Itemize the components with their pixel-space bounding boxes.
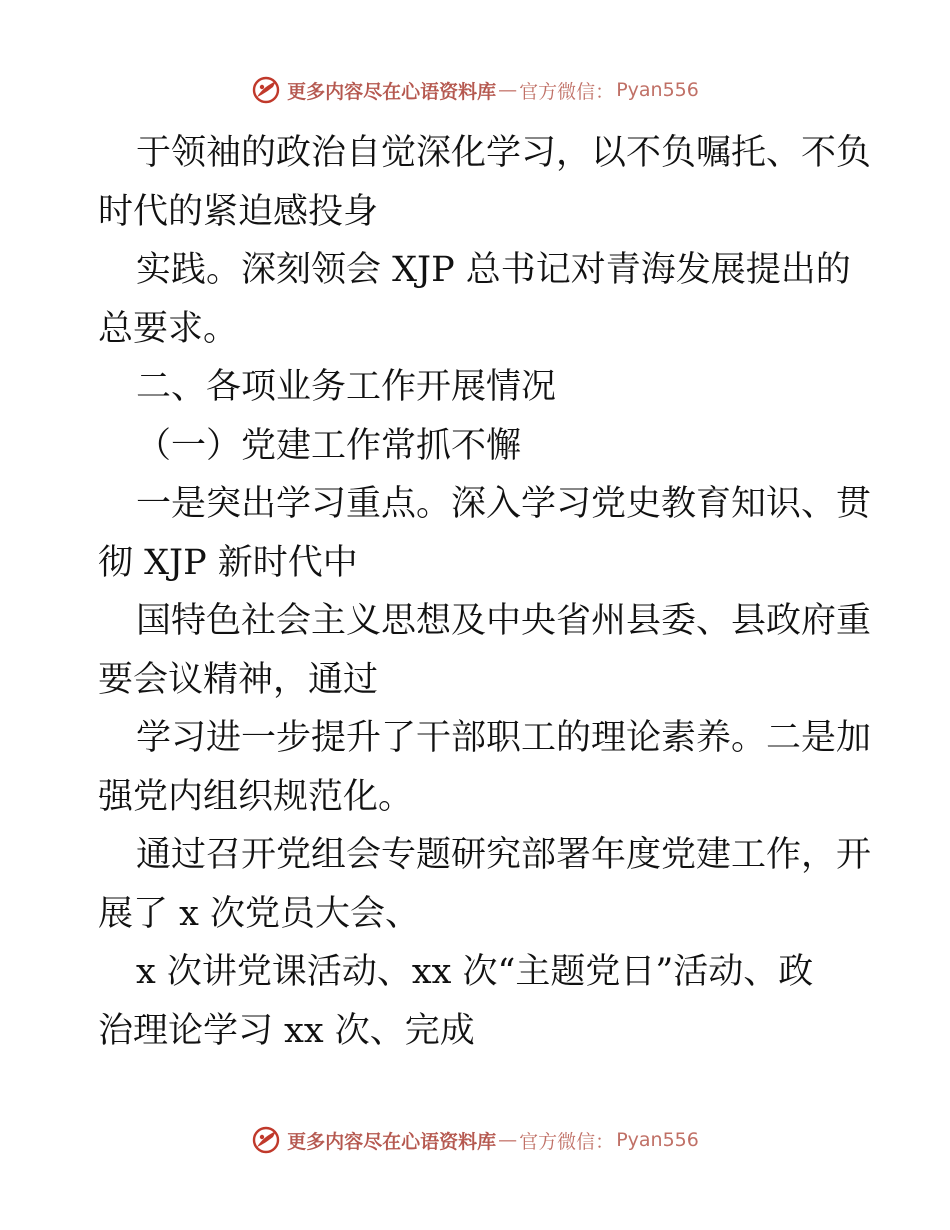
text-line: 二、各项业务工作开展情况: [136, 367, 557, 407]
header-watermark: [0, 70, 950, 110]
footer-watermark: [0, 1120, 950, 1160]
text-line: 总要求。: [98, 308, 239, 349]
brush-logo-icon: [251, 1125, 281, 1155]
text-line: 一是突出学习重点。深入学习党史教育知识、贯: [136, 484, 872, 524]
watermark-text: 更多内容尽在心语资料库: [287, 80, 497, 103]
wechat-id: Pyan556: [616, 1129, 699, 1151]
brush-logo-icon: [251, 75, 281, 105]
text-line: 实践。深刻领会 XJP 总书记对青海发展提出的: [136, 250, 851, 290]
text-line: 强党内组织规范化。: [98, 776, 414, 817]
text-line: （一）党建工作常抓不懈: [136, 425, 522, 466]
text-line: 学习进一步提升了干部职工的理论素养。二是加: [136, 718, 872, 758]
text-line: 于领袖的政治自觉深化学习，以不负嘱托、不负: [136, 133, 872, 173]
text-line: 要会议精神，通过: [98, 659, 379, 700]
text-line: 展了 x 次党员大会、: [98, 893, 420, 934]
watermark-separator: —: [498, 79, 518, 101]
text-line: 治理论学习 xx 次、完成: [98, 1010, 475, 1051]
text-line: 彻 XJP 新时代中: [98, 542, 358, 583]
watermark-text: 更多内容尽在心语资料库: [287, 1130, 497, 1153]
watermark-separator: —: [498, 1129, 518, 1151]
wechat-label: 官方微信：: [519, 1130, 615, 1153]
text-line: 国特色社会主义思想及中央省州县委、县政府重: [136, 601, 872, 641]
wechat-id: Pyan556: [616, 79, 699, 101]
text-line: x 次讲党课活动、xx 次“主题党日”活动、政: [136, 952, 814, 992]
wechat-label: 官方微信：: [519, 80, 615, 103]
text-line: 通过召开党组会专题研究部署年度党建工作，开: [136, 835, 872, 875]
text-line: 时代的紧迫感投身: [98, 191, 379, 232]
document-body: [98, 124, 872, 1060]
